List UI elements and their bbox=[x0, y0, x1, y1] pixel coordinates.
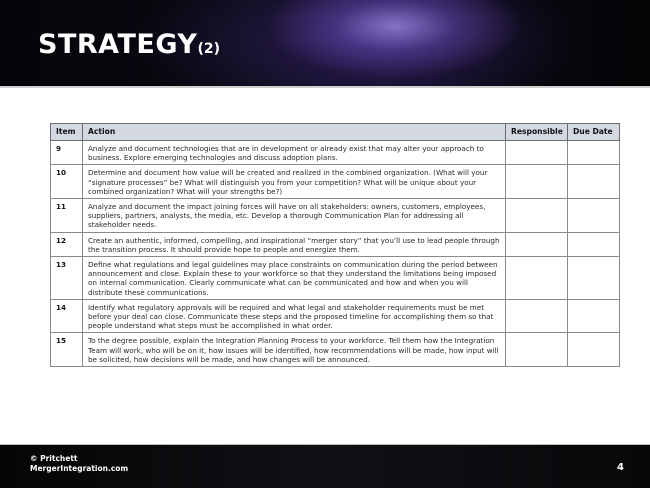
website-text: MergerIntegration.com bbox=[30, 464, 129, 473]
column-header-due-date: Due Date bbox=[568, 124, 620, 141]
copyright-text: © Pritchett bbox=[30, 454, 78, 463]
due-date-cell[interactable] bbox=[568, 199, 620, 233]
item-number: 12 bbox=[51, 232, 83, 256]
column-header-responsible: Responsible bbox=[506, 124, 568, 141]
action-text: Analyze and document the impact joining forces will have on all stakeholders: owners, customers, employees, suppliers, partners, analysts, the media, etc. Develop a thorough Communication Plan for addressing all stakeholder needs. bbox=[83, 199, 506, 233]
due-date-cell[interactable] bbox=[568, 299, 620, 333]
action-text: To the degree possible, explain the Integration Planning Process to your workforce. Tell them how the Integration Team will work, who will be on it, how issues will be identified, how recommendations will be made, how input will be solicited, how decisions will be made, and how changes will be announced. bbox=[83, 333, 506, 367]
item-number: 10 bbox=[51, 165, 83, 199]
table-row bbox=[51, 199, 620, 233]
action-text: Determine and document how value will be created and realized in the combined organization. (What will your “signature processes” be? What will distinguish you from your competition? What will be unique about your combined organization? What will your strengths be?) bbox=[83, 165, 506, 199]
table-row bbox=[51, 141, 620, 165]
footer-divider bbox=[0, 444, 650, 445]
slide-header bbox=[0, 0, 650, 88]
action-table bbox=[50, 123, 620, 367]
item-number: 13 bbox=[51, 257, 83, 300]
due-date-cell[interactable] bbox=[568, 165, 620, 199]
due-date-cell[interactable] bbox=[568, 232, 620, 256]
responsible-cell[interactable] bbox=[506, 141, 568, 165]
responsible-cell[interactable] bbox=[506, 299, 568, 333]
action-text: Define what regulations and legal guidelines may place constraints on communication during the period between announcement and close. Explain these to your workforce so that they understand the limitations being imposed on internal communication. Clearly communicate what can be communicated and how and when you will distribute these communications. bbox=[83, 257, 506, 300]
table-row bbox=[51, 299, 620, 333]
action-table-container bbox=[50, 123, 619, 367]
slide-title bbox=[38, 30, 220, 64]
item-number: 14 bbox=[51, 299, 83, 333]
responsible-cell[interactable] bbox=[506, 257, 568, 300]
footer-credits bbox=[30, 454, 128, 474]
table-row bbox=[51, 333, 620, 367]
action-text: Analyze and document technologies that are in development or already exist that may alter your approach to business. Explore emerging technologies and discuss adoption plans. bbox=[83, 141, 506, 165]
table-row bbox=[51, 165, 620, 199]
column-header-action: Action bbox=[83, 124, 506, 141]
action-text: Create an authentic, informed, compelling, and inspirational “merger story” that you’ll use to lead people through the transition process. It should provide hope to people and energize them. bbox=[83, 232, 506, 256]
slide-title-suffix: (2) bbox=[197, 41, 220, 57]
table-row bbox=[51, 257, 620, 300]
action-text: Identify what regulatory approvals will be required and what legal and stakeholder requirements must be met before your deal can close. Communicate these steps and the proposed timeline for accomplishing them so that people understand what steps must be accomplished in what order. bbox=[83, 299, 506, 333]
column-header-item: Item bbox=[51, 124, 83, 141]
item-number: 11 bbox=[51, 199, 83, 233]
responsible-cell[interactable] bbox=[506, 199, 568, 233]
page-number: 4 bbox=[617, 462, 624, 473]
table-header-row bbox=[51, 124, 620, 141]
item-number: 15 bbox=[51, 333, 83, 367]
due-date-cell[interactable] bbox=[568, 141, 620, 165]
responsible-cell[interactable] bbox=[506, 165, 568, 199]
due-date-cell[interactable] bbox=[568, 333, 620, 367]
table-row bbox=[51, 232, 620, 256]
slide-title-text: STRATEGY bbox=[38, 29, 198, 60]
responsible-cell[interactable] bbox=[506, 333, 568, 367]
due-date-cell[interactable] bbox=[568, 257, 620, 300]
header-divider bbox=[0, 86, 650, 88]
responsible-cell[interactable] bbox=[506, 232, 568, 256]
item-number: 9 bbox=[51, 141, 83, 165]
